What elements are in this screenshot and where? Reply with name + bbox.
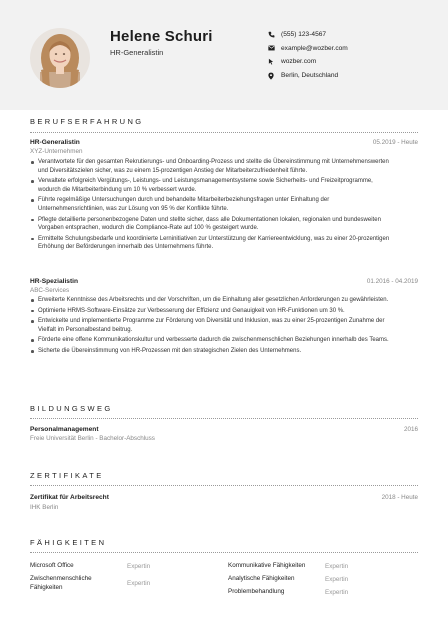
education-year: 2016 bbox=[403, 426, 418, 433]
skills-heading: FÄHIGKEITEN bbox=[30, 538, 107, 547]
contact-location-text: Berlin, Deutschland bbox=[281, 72, 339, 80]
list-item: Führte regelmäßige Untersuchungen durch und behandelte Mitarbeiterbeziehungsfragen unter Einhaltung der Unternehmensrichtlinien, was zur Lösung von 95 % der Konflikte führte. bbox=[30, 196, 392, 213]
list-item: Verwaltete erfolgreich Vergütungs-, Leistungs- und Leistungsmanagementsysteme sowie Sicherheits- und Freizeitprogramme, wodurch die Mitarbeiterbindung um 10 % verbessert wurde. bbox=[30, 177, 392, 194]
contact-email-text: example@wozber.com bbox=[281, 44, 348, 52]
contact-location bbox=[268, 69, 348, 83]
job-title: HR-Generalistin bbox=[30, 139, 80, 146]
contact-website-text: wozber.com bbox=[281, 58, 317, 66]
skill-level: Expertin bbox=[325, 563, 349, 570]
location-pin-icon bbox=[268, 72, 281, 80]
candidate-name: Helene Schuri bbox=[110, 28, 213, 45]
skill-level: Expertin bbox=[325, 589, 349, 596]
job-dates: 05.2019 - Heute bbox=[372, 139, 418, 146]
certificate-name: Zertifikat für Arbeitsrecht bbox=[30, 494, 109, 501]
job-title: HR-Spezialistin bbox=[30, 278, 78, 285]
resume-header bbox=[0, 0, 448, 110]
list-item: Verantwortete für den gesamten Rekrutierungs- und Onboarding-Prozess und stellte die Übereinstimmung mit Unternehmenswerten und Diversitätszielen sicher, was zu einem 15-prozentigen Anstieg der Mitarbeiterzufriedenheit führte. bbox=[30, 158, 392, 175]
list-item: Pflegte detaillierte personenbezogene Daten und stellte sicher, dass alle Dokumentationen lokalen, regionalen und bundesweiten Vorgaben entsprachen, wodurch die Compliance-Rate auf 100 % gesteigert wurde. bbox=[30, 216, 392, 233]
skill-name: Zwischenmenschliche Fähigkeiten bbox=[30, 575, 92, 591]
skill-name: Problembehandlung bbox=[228, 588, 285, 595]
profile-photo bbox=[30, 28, 90, 88]
list-item: Förderte eine offene Kommunikationskultur und verbesserte dadurch die zwischenmenschlichen Beziehungen innerhalb des Teams. bbox=[30, 336, 392, 345]
skill-level: Expertin bbox=[127, 563, 151, 570]
section-divider bbox=[30, 552, 418, 553]
list-item: Sicherte die Übereinstimmung von HR-Prozessen mit den strategischen Zielen des Unternehmens. bbox=[30, 347, 392, 356]
list-item: Erweiterte Kenntnisse des Arbeitsrechts und der Vorschriften, um die Einhaltung aller gesetzlichen Anforderungen zu gewährleisten. bbox=[30, 296, 392, 305]
candidate-job-title: HR-Generalistin bbox=[110, 48, 164, 57]
certificate-issuer: IHK Berlin bbox=[30, 504, 59, 511]
section-divider bbox=[30, 485, 418, 486]
link-icon bbox=[268, 58, 281, 65]
experience-heading: BERUFSERFAHRUNG bbox=[30, 117, 144, 126]
contact-phone-text: (555) 123-4567 bbox=[281, 31, 327, 39]
section-divider bbox=[30, 132, 418, 133]
list-item: Ermittelte Schulungsbedarfe und koordinierte Lerninitiativen zur Unterstützung der Karriereentwicklung, was zu einer 20-prozentigen Erhöhung der Beförderungen innerhalb des Unternehmens führte. bbox=[30, 235, 392, 252]
mail-icon bbox=[268, 45, 281, 51]
contact-website[interactable] bbox=[268, 55, 348, 69]
skill-level: Expertin bbox=[127, 580, 151, 587]
list-item: Entwickelte und implementierte Programme zur Förderung von Diversität und Inklusion, was zu einer 25-prozentigen Zunahme der Vielfalt im Personalbestand beitrug. bbox=[30, 317, 392, 334]
job-company: XYZ-Unternehmen bbox=[30, 148, 83, 155]
certificates-heading: ZERTIFIKATE bbox=[30, 471, 104, 480]
job-company: ABC-Services bbox=[30, 287, 70, 294]
job-achievements-list bbox=[30, 296, 392, 358]
job-achievements-list bbox=[30, 158, 392, 254]
skill-name: Microsoft Office bbox=[30, 562, 74, 569]
contact-phone bbox=[268, 28, 348, 42]
skill-level: Expertin bbox=[325, 576, 349, 583]
education-degree: Personalmanagement bbox=[30, 426, 99, 433]
contact-list bbox=[268, 28, 348, 82]
list-item: Optimierte HRMS-Software-Einsätze zur Verbesserung der Effizienz und Genauigkeit von HR-Funktionen um 30 %. bbox=[30, 307, 392, 316]
skill-name: Analytische Fähigkeiten bbox=[228, 575, 295, 582]
skill-name: Kommunikative Fähigkeiten bbox=[228, 562, 306, 569]
education-heading: BILDUNGSWEG bbox=[30, 404, 113, 413]
contact-email[interactable] bbox=[268, 42, 348, 56]
phone-icon bbox=[268, 31, 281, 38]
education-school: Freie Universität Berlin - Bachelor-Abschluss bbox=[30, 435, 155, 442]
section-divider bbox=[30, 418, 418, 419]
job-dates: 01.2016 - 04.2019 bbox=[366, 278, 418, 285]
certificate-dates: 2018 - Heute bbox=[381, 494, 418, 501]
